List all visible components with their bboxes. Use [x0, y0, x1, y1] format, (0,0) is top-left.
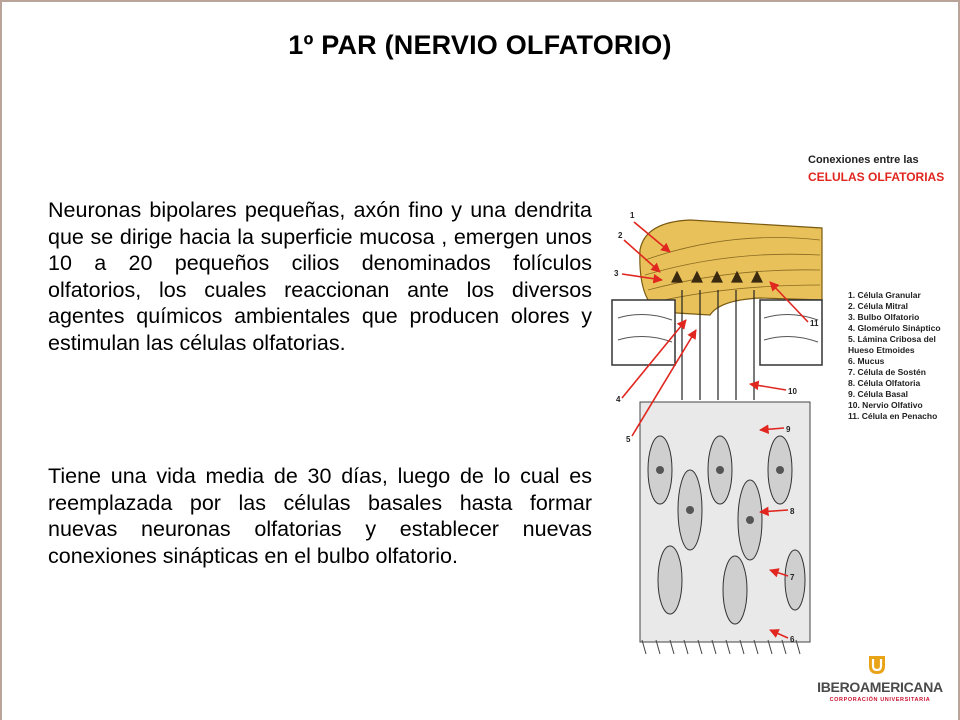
callout-number-2: 2	[618, 231, 623, 240]
logo-shield-icon	[867, 655, 887, 675]
legend-item: 4. Glomérulo Sináptico	[848, 323, 941, 333]
callout-number-9: 9	[786, 425, 791, 434]
legend-item: 5. Lámina Cribosa del	[848, 334, 936, 344]
logo-name: IBEROAMERICANA	[817, 679, 943, 695]
figure-title-line2: CELULAS OLFATORIAS	[808, 170, 945, 184]
callout-number-11: 11	[810, 319, 819, 328]
body-paragraph-1: Neuronas bipolares pequeñas, axón fino y una dendrita que se dirige hacia la superficie mucosa , emergen unos 10 a 20 pequeños cilios denominados folículos olfatorios, los cuales reaccionan ante los diversos agentes químicos ambientales que producen olores y estimulan las células olfatorias.	[48, 198, 592, 355]
iberoamericana-logo	[805, 655, 955, 715]
slide-border-left	[0, 0, 2, 720]
callout-number-6: 6	[790, 635, 795, 644]
callout-number-10: 10	[788, 387, 797, 396]
legend-item: 3. Bulbo Olfatorio	[848, 312, 920, 322]
legend-item: 1. Célula Granular	[848, 290, 921, 300]
callout-number-4: 4	[616, 395, 621, 404]
legend-item: 11. Célula en Penacho	[848, 411, 938, 421]
legend-item: 7. Célula de Sostén	[848, 367, 926, 377]
legend-item: 10. Nervio Olfativo	[848, 400, 923, 410]
callout-number-7: 7	[790, 573, 795, 582]
body-paragraph-2: Tiene una vida media de 30 días, luego de lo cual es reemplazada por las células basales hasta formar nuevas neuronas olfatorias y establecer nuevas conexiones sinápticas en el bulbo olfatorio.	[48, 464, 592, 568]
callout-number-5: 5	[626, 435, 631, 444]
callout-number-1: 1	[630, 211, 635, 220]
legend-item: 9. Célula Basal	[848, 389, 909, 399]
legend-item: 2. Célula Mitral	[848, 301, 908, 311]
slide-border-top	[0, 0, 960, 2]
legend-item: 8. Célula Olfatoria	[848, 378, 921, 388]
slide-title: 1º PAR (NERVIO OLFATORIO)	[288, 30, 672, 60]
logo-subtitle: CORPORACIÓN UNIVERSITARIA	[829, 697, 931, 703]
callout-number-8: 8	[790, 507, 795, 516]
figure-legend	[848, 290, 941, 422]
olfactory-cells-figure	[600, 140, 956, 660]
legend-item: Hueso Etmoides	[848, 345, 915, 355]
figure-title-line1: Conexiones entre las	[808, 154, 919, 166]
callout-number-3: 3	[614, 269, 619, 278]
cribriform-plate-shape	[612, 300, 822, 365]
legend-item: 6. Mucus	[848, 356, 885, 366]
